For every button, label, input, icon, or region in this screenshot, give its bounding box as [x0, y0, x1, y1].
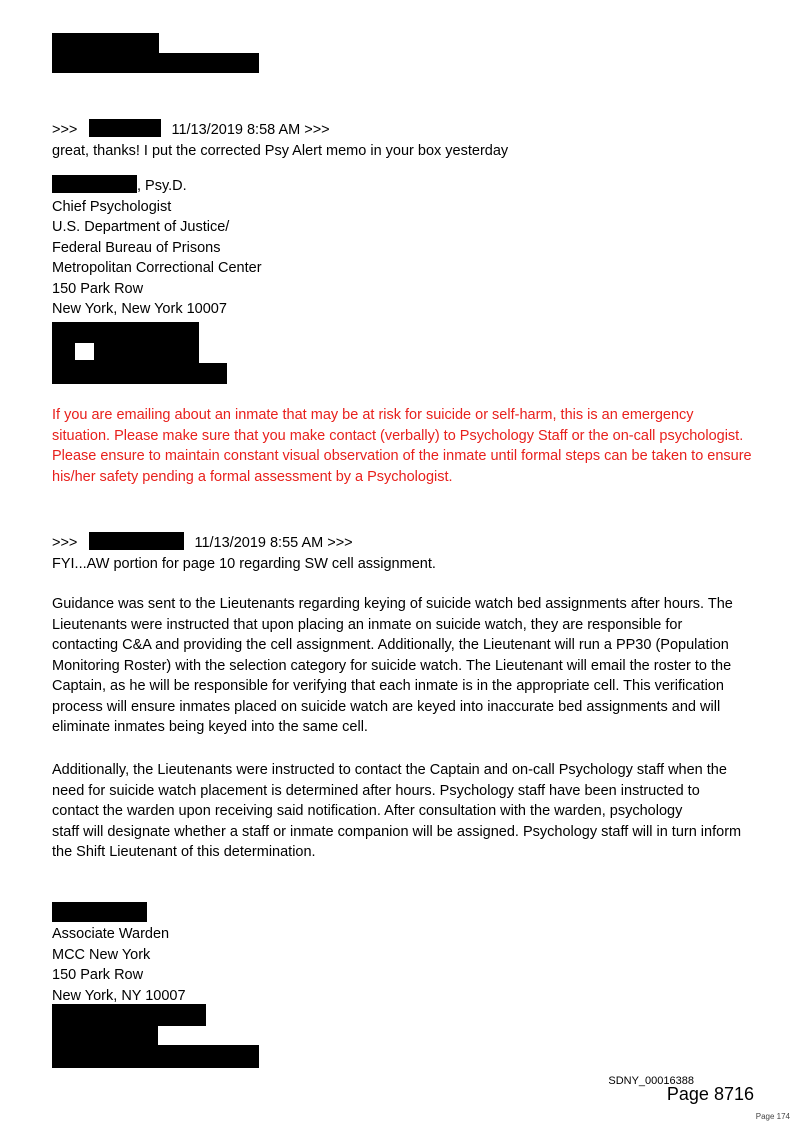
signature-line: New York, New York 10007: [52, 301, 227, 317]
redaction-block: [52, 1004, 206, 1026]
name-suffix: , Psy.D.: [137, 178, 187, 194]
email2-paragraph-1: [52, 594, 733, 738]
signature-line: Federal Bureau of Prisons: [52, 239, 221, 256]
warning-line: Please ensure to maintain constant visual observation of the inmate until formal steps can be taken to ensure: [52, 448, 752, 464]
redaction-block: [52, 902, 147, 922]
paragraph-line: the Shift Lieutenant of this determination.: [52, 844, 316, 860]
page-number-small: Page 174: [755, 1112, 790, 1121]
page-number: Page 8716: [666, 1084, 754, 1104]
email1-body: great, thanks! I put the corrected Psy Alert memo in your box yesterday: [52, 142, 509, 159]
signature1-block: [52, 175, 262, 320]
paragraph-line: process will ensure inmates placed on suicide watch are keyed into inaccurate bed assignments and will: [52, 698, 721, 715]
signature-line: U.S. Department of Justice/: [52, 219, 230, 235]
signature-line: New York, NY 10007: [52, 987, 186, 1004]
email1-timestamp: 11/13/2019 8:58 AM >>>: [171, 122, 330, 138]
paragraph-line: Additionally, the Lieutenants were instructed to contact the Captain and on-call Psychology staff when the: [52, 762, 727, 778]
redaction-block: [52, 363, 227, 384]
redaction-block: [52, 1045, 259, 1068]
email2-header: [52, 532, 436, 554]
email1-header: [52, 119, 508, 141]
paragraph-line: staff will designate whether a staff or inmate companion will be assigned. Psychology staff will in turn inform: [52, 823, 742, 840]
paragraph-line: Lieutenants were instructed that upon placing an inmate on suicide watch, they are responsible for: [52, 616, 683, 633]
warning-line: If you are emailing about an inmate that may be at risk for suicide or self-harm, this is an emergency: [52, 407, 694, 423]
paragraph-line: eliminate inmates being keyed into the same cell.: [52, 719, 368, 735]
signature-title: Associate Warden: [52, 926, 170, 942]
signature1-name: [52, 175, 262, 197]
sender-redaction: [89, 119, 161, 137]
warning-line: situation. Please make sure that you make contact (verbally) to Psychology Staff or the on-call psychologist.: [52, 427, 744, 444]
paragraph-line: contacting C&A and providing the cell assignment. Additionally, the Lieutenant will run a PP30 (Population: [52, 637, 729, 653]
redaction-block: [52, 53, 259, 73]
signature2-block: [52, 924, 186, 1006]
bates-number: SDNY_00016388: [608, 1075, 694, 1087]
suicide-warning: [52, 405, 752, 487]
email1-block: [52, 119, 508, 161]
signature-title: Chief Psychologist: [52, 198, 172, 215]
email2-paragraph-2: [52, 760, 741, 863]
paragraph-line: contact the warden upon receiving said notification. After consultation with the warden, psychology: [52, 803, 683, 819]
header-prefix: >>>: [52, 535, 78, 551]
redaction-block: [52, 33, 159, 53]
warning-line: his/her safety pending a formal assessment by a Psychologist.: [52, 468, 453, 485]
paragraph-line: Guidance was sent to the Lieutenants regarding keying of suicide watch bed assignments after hours. The: [52, 596, 733, 612]
sender-redaction: [89, 532, 184, 550]
email2-fyi: FYI...AW portion for page 10 regarding SW cell assignment.: [52, 555, 436, 572]
redaction-gap: [75, 343, 94, 360]
email2-block: [52, 532, 436, 574]
signature-line: 150 Park Row: [52, 280, 144, 297]
email2-timestamp: 11/13/2019 8:55 AM >>>: [194, 535, 353, 551]
paragraph-line: Captain, as he will be responsible for verifying that each inmate is in the appropriate cell. This verification: [52, 678, 724, 694]
name-redaction: [52, 175, 137, 193]
signature-line: Metropolitan Correctional Center: [52, 260, 262, 276]
paragraph-line: Monitoring Roster) with the selection category for suicide watch. The Lieutenant will email the roster to the: [52, 657, 732, 674]
redaction-block: [52, 1025, 158, 1046]
signature-line: MCC New York: [52, 946, 151, 963]
paragraph-line: need for suicide watch placement is determined after hours. Psychology staff have been instructed to: [52, 782, 700, 799]
signature-line: 150 Park Row: [52, 967, 144, 983]
header-prefix: >>>: [52, 122, 78, 138]
